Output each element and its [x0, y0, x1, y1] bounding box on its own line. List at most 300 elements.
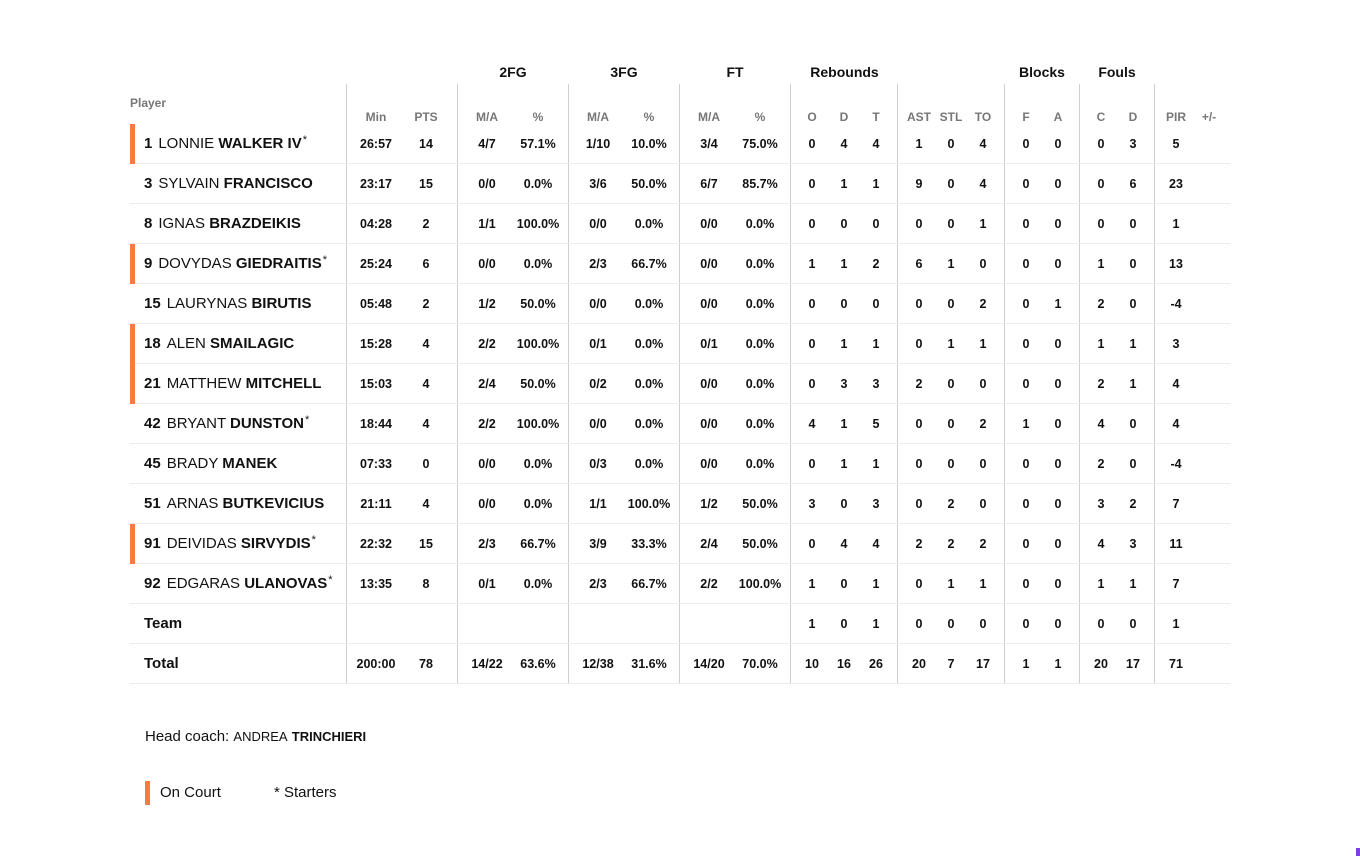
header-pts: PTS	[414, 110, 438, 124]
cell-blk-a: 0	[1054, 137, 1062, 151]
cell-ft-pct: 85.7%	[742, 177, 778, 191]
header-min: Min	[365, 110, 387, 124]
header-foul-d: D	[1128, 110, 1138, 124]
player-number: 1	[144, 135, 153, 152]
cell-reb-o: 0	[808, 337, 816, 351]
cell-blk-a: 0	[1054, 377, 1062, 391]
group-3fg: 3FG	[610, 64, 638, 80]
cell-fg3-ma: 3/9	[589, 537, 607, 551]
cell-stl: 0	[947, 217, 955, 231]
player-name[interactable]	[144, 124, 307, 164]
player-number: 21	[144, 375, 161, 392]
team-row	[130, 604, 1230, 644]
cell-fg2-pct: 0.0%	[523, 457, 553, 471]
cell-blk-f: 0	[1022, 617, 1030, 631]
header-blk-f: F	[1022, 110, 1030, 124]
cell-foul-c: 0	[1097, 617, 1105, 631]
boxscore-table	[130, 124, 1230, 684]
player-name[interactable]	[144, 204, 301, 244]
cell-ft-ma: 0/0	[700, 257, 718, 271]
cell-ast: 0	[915, 457, 923, 471]
cell-pts: 4	[422, 497, 430, 511]
cell-reb-d: 1	[840, 177, 848, 191]
cell-pts: 4	[422, 337, 430, 351]
cell-fg2-ma: 2/3	[478, 537, 496, 551]
cell-reb-d: 4	[840, 537, 848, 551]
cell-pts: 8	[422, 577, 430, 591]
cell-ast: 1	[915, 137, 923, 151]
cell-pir: 4	[1172, 417, 1180, 431]
cell-foul-d: 1	[1129, 337, 1137, 351]
header-stl: STL	[939, 110, 963, 124]
cell-ast: 0	[915, 497, 923, 511]
player-number: 15	[144, 295, 161, 312]
player-first-name: BRYANT	[166, 415, 226, 432]
cell-pts: 4	[422, 417, 430, 431]
cell-pir: 7	[1172, 577, 1180, 591]
cell-blk-a: 0	[1054, 217, 1062, 231]
cell-reb-t: 1	[872, 177, 880, 191]
cell-to: 0	[979, 377, 987, 391]
cell-fg2-pct: 57.1%	[520, 137, 556, 151]
starter-marker: *	[311, 534, 316, 546]
player-name[interactable]	[144, 564, 333, 604]
player-last-name: SMAILAGIC	[210, 335, 295, 352]
cell-reb-o: 1	[808, 617, 816, 631]
cell-blk-a: 0	[1054, 577, 1062, 591]
cell-reb-t: 1	[872, 617, 880, 631]
player-last-name: WALKER IV	[218, 135, 302, 152]
cell-min: 05:48	[360, 297, 392, 311]
cell-blk-f: 0	[1022, 377, 1030, 391]
player-first-name: LAURYNAS	[166, 295, 248, 312]
cell-min: 07:33	[360, 457, 392, 471]
cell-fg2-ma: 2/2	[478, 417, 496, 431]
player-first-name: DEIVIDAS	[166, 535, 237, 552]
player-name[interactable]	[144, 284, 311, 324]
group-rebounds: Rebounds	[810, 64, 879, 80]
player-last-name: SIRVYDIS	[240, 535, 311, 552]
cell-foul-d: 1	[1129, 577, 1137, 591]
cell-fg2-ma: 1/2	[478, 297, 496, 311]
header-reb-t: T	[872, 110, 880, 124]
cell-fg2-pct: 50.0%	[520, 297, 556, 311]
cell-foul-d: 0	[1129, 257, 1137, 271]
header-reb-d: D	[839, 110, 849, 124]
starters-legend-label: * Starters	[274, 784, 337, 801]
cell-reb-d: 1	[840, 337, 848, 351]
player-first-name: MATTHEW	[166, 375, 242, 392]
player-name[interactable]	[144, 364, 321, 404]
cell-to: 1	[979, 337, 987, 351]
player-number: 45	[144, 455, 161, 472]
cell-ft-ma: 0/0	[700, 217, 718, 231]
head-coach-label: Head coach:	[145, 728, 230, 745]
cell-fg2-pct: 0.0%	[523, 497, 553, 511]
head-coach-first-name: ANDREA	[233, 729, 288, 744]
cell-fg3-pct: 33.3%	[631, 537, 667, 551]
player-first-name: ARNAS	[166, 495, 219, 512]
cell-pir: 1	[1172, 217, 1180, 231]
cell-fg3-pct: 0.0%	[634, 297, 664, 311]
cell-reb-o: 0	[808, 297, 816, 311]
cell-reb-o: 1	[808, 257, 816, 271]
player-row	[130, 244, 1230, 284]
cell-to: 2	[979, 537, 987, 551]
cell-fg3-pct: 0.0%	[634, 457, 664, 471]
cell-fg3-pct: 0.0%	[634, 377, 664, 391]
cell-blk-f: 0	[1022, 537, 1030, 551]
cell-ft-pct: 70.0%	[742, 657, 778, 671]
cell-blk-a: 0	[1054, 257, 1062, 271]
cell-fg2-ma: 14/22	[471, 657, 503, 671]
cell-pir: 3	[1172, 337, 1180, 351]
player-last-name: GIEDRAITIS	[235, 255, 322, 272]
cell-pir: 71	[1169, 657, 1183, 671]
starter-marker: *	[302, 134, 307, 146]
cell-stl: 0	[947, 137, 955, 151]
total-row-label: Total	[144, 655, 179, 672]
cell-ft-pct: 0.0%	[745, 217, 775, 231]
cell-foul-d: 0	[1129, 457, 1137, 471]
player-row	[130, 484, 1230, 524]
cell-blk-a: 1	[1054, 657, 1062, 671]
player-name[interactable]	[144, 404, 309, 444]
cell-pts: 2	[422, 297, 430, 311]
cell-stl: 1	[947, 577, 955, 591]
cell-ast: 0	[915, 297, 923, 311]
cell-min: 25:24	[360, 257, 392, 271]
cell-fg2-pct: 0.0%	[523, 177, 553, 191]
cell-to: 4	[979, 137, 987, 151]
cell-pir: 11	[1169, 537, 1183, 551]
cell-min: 13:35	[360, 577, 392, 591]
cell-ft-pct: 0.0%	[745, 417, 775, 431]
cell-fg3-ma: 0/0	[589, 417, 607, 431]
cell-fg2-pct: 63.6%	[520, 657, 556, 671]
cell-blk-a: 0	[1054, 337, 1062, 351]
player-first-name: SYLVAIN	[158, 175, 220, 192]
cell-foul-d: 0	[1129, 417, 1137, 431]
cell-min: 04:28	[360, 217, 392, 231]
cell-reb-d: 0	[840, 617, 848, 631]
cell-reb-t: 0	[872, 297, 880, 311]
cell-blk-a: 1	[1054, 297, 1062, 311]
player-name[interactable]	[144, 444, 277, 484]
player-name[interactable]	[144, 164, 313, 204]
cell-foul-d: 3	[1129, 537, 1137, 551]
cell-foul-d: 1	[1129, 377, 1137, 391]
cell-fg3-pct: 10.0%	[631, 137, 667, 151]
cell-pir: -4	[1170, 457, 1182, 471]
cell-stl: 0	[947, 457, 955, 471]
cell-foul-c: 2	[1097, 377, 1105, 391]
player-number: 42	[144, 415, 161, 432]
player-number: 92	[144, 575, 161, 592]
cell-blk-a: 0	[1054, 417, 1062, 431]
cell-ft-ma: 6/7	[700, 177, 718, 191]
cell-blk-f: 1	[1022, 417, 1030, 431]
cell-blk-f: 0	[1022, 577, 1030, 591]
player-number: 51	[144, 495, 161, 512]
cell-foul-c: 3	[1097, 497, 1105, 511]
player-number: 3	[144, 175, 153, 192]
cell-to: 0	[979, 497, 987, 511]
head-coach	[145, 728, 366, 745]
cell-ast: 2	[915, 537, 923, 551]
cell-foul-d: 2	[1129, 497, 1137, 511]
cell-fg2-ma: 0/0	[478, 497, 496, 511]
cell-fg2-ma: 2/2	[478, 337, 496, 351]
cell-fg3-pct: 50.0%	[631, 177, 667, 191]
cell-fg3-pct: 31.6%	[631, 657, 667, 671]
cell-foul-c: 2	[1097, 457, 1105, 471]
cell-reb-t: 5	[872, 417, 880, 431]
cell-stl: 7	[947, 657, 955, 671]
player-last-name: MANEK	[222, 455, 278, 472]
header-reb-o: O	[807, 110, 817, 124]
cell-stl: 0	[947, 617, 955, 631]
cell-fg3-ma: 3/6	[589, 177, 607, 191]
cell-ast: 9	[915, 177, 923, 191]
cell-fg2-pct: 100.0%	[516, 417, 560, 431]
cell-foul-c: 0	[1097, 137, 1105, 151]
player-last-name: BRAZDEIKIS	[209, 215, 301, 232]
player-first-name: BRADY	[166, 455, 219, 472]
cell-reb-o: 0	[808, 137, 816, 151]
cell-fg3-pct: 0.0%	[634, 417, 664, 431]
header-plus-minus: +/-	[1201, 110, 1217, 124]
cell-fg3-ma: 12/38	[582, 657, 614, 671]
cell-fg2-ma: 0/1	[478, 577, 496, 591]
cell-min: 23:17	[360, 177, 392, 191]
cell-ast: 6	[915, 257, 923, 271]
player-last-name: FRANCISCO	[223, 175, 313, 192]
cell-foul-c: 1	[1097, 337, 1105, 351]
cell-reb-o: 0	[808, 457, 816, 471]
cell-stl: 0	[947, 177, 955, 191]
cell-fg2-pct: 100.0%	[516, 337, 560, 351]
cell-ft-pct: 0.0%	[745, 257, 775, 271]
cell-ft-pct: 0.0%	[745, 377, 775, 391]
cell-pir: 5	[1172, 137, 1180, 151]
cell-reb-d: 0	[840, 217, 848, 231]
player-row	[130, 324, 1230, 364]
cell-reb-t: 1	[872, 457, 880, 471]
cell-pts: 15	[419, 537, 433, 551]
header-3fg-pct: %	[643, 110, 655, 124]
cell-fg2-pct: 100.0%	[516, 217, 560, 231]
cell-reb-t: 26	[869, 657, 883, 671]
cell-foul-c: 0	[1097, 177, 1105, 191]
cell-fg3-ma: 0/3	[589, 457, 607, 471]
cell-reb-d: 0	[840, 577, 848, 591]
cell-reb-t: 1	[872, 577, 880, 591]
cell-ft-pct: 0.0%	[745, 297, 775, 311]
cell-to: 2	[979, 417, 987, 431]
cell-blk-a: 0	[1054, 537, 1062, 551]
group-blocks: Blocks	[1019, 64, 1065, 80]
cell-reb-o: 0	[808, 217, 816, 231]
player-first-name: DOVYDAS	[158, 255, 232, 272]
cell-ast: 0	[915, 217, 923, 231]
header-to: TO	[974, 110, 992, 124]
starter-marker: *	[322, 254, 327, 266]
cell-pir: 7	[1172, 497, 1180, 511]
cell-foul-c: 1	[1097, 577, 1105, 591]
player-name[interactable]	[144, 524, 316, 564]
cell-ft-pct: 0.0%	[745, 457, 775, 471]
cell-foul-d: 0	[1129, 217, 1137, 231]
cell-reb-t: 2	[872, 257, 880, 271]
cell-fg2-ma: 0/0	[478, 257, 496, 271]
cell-fg3-pct: 0.0%	[634, 337, 664, 351]
total-row	[130, 644, 1230, 684]
cell-pts: 15	[419, 177, 433, 191]
player-last-name: DUNSTON	[230, 415, 304, 432]
cell-foul-c: 0	[1097, 217, 1105, 231]
cell-fg2-ma: 1/1	[478, 217, 496, 231]
cell-reb-t: 4	[872, 537, 880, 551]
cell-ast: 0	[915, 617, 923, 631]
cell-reb-t: 1	[872, 337, 880, 351]
cell-to: 0	[979, 257, 987, 271]
corner-accent	[1356, 848, 1360, 856]
cell-reb-o: 0	[808, 177, 816, 191]
cell-to: 4	[979, 177, 987, 191]
on-court-legend-swatch	[145, 781, 150, 805]
cell-fg3-ma: 2/3	[589, 577, 607, 591]
cell-ft-ma: 0/0	[700, 377, 718, 391]
cell-stl: 1	[947, 257, 955, 271]
cell-min: 200:00	[356, 657, 396, 671]
cell-fg3-pct: 100.0%	[627, 497, 671, 511]
cell-reb-t: 4	[872, 137, 880, 151]
cell-pts: 0	[422, 457, 430, 471]
cell-foul-c: 1	[1097, 257, 1105, 271]
cell-ft-ma: 0/1	[700, 337, 718, 351]
cell-min: 22:32	[360, 537, 392, 551]
player-name[interactable]	[144, 244, 327, 284]
cell-blk-f: 0	[1022, 297, 1030, 311]
player-first-name: EDGARAS	[166, 575, 241, 592]
cell-blk-a: 0	[1054, 617, 1062, 631]
on-court-indicator	[130, 364, 135, 404]
player-number: 8	[144, 215, 153, 232]
header-ast: AST	[907, 110, 931, 124]
cell-ast: 0	[915, 417, 923, 431]
cell-reb-d: 1	[840, 257, 848, 271]
cell-blk-f: 1	[1022, 657, 1030, 671]
cell-pts: 4	[422, 377, 430, 391]
cell-fg3-pct: 66.7%	[631, 257, 667, 271]
player-first-name: IGNAS	[158, 215, 206, 232]
header-pir: PIR	[1165, 110, 1186, 124]
cell-blk-f: 0	[1022, 337, 1030, 351]
cell-ft-ma: 3/4	[700, 137, 718, 151]
cell-fg3-pct: 66.7%	[631, 577, 667, 591]
on-court-indicator	[130, 324, 135, 364]
cell-stl: 2	[947, 537, 955, 551]
cell-ft-pct: 100.0%	[738, 577, 782, 591]
cell-ft-pct: 75.0%	[742, 137, 778, 151]
cell-blk-a: 0	[1054, 177, 1062, 191]
team-row-label: Team	[144, 615, 183, 632]
group-ft: FT	[726, 64, 744, 80]
cell-to: 17	[976, 657, 990, 671]
cell-blk-f: 0	[1022, 137, 1030, 151]
header-ft-pct: %	[754, 110, 766, 124]
cell-fg2-pct: 66.7%	[520, 537, 556, 551]
cell-fg3-ma: 2/3	[589, 257, 607, 271]
cell-reb-d: 0	[840, 297, 848, 311]
cell-foul-d: 3	[1129, 137, 1137, 151]
cell-blk-f: 0	[1022, 457, 1030, 471]
cell-blk-f: 0	[1022, 257, 1030, 271]
cell-ft-pct: 0.0%	[745, 337, 775, 351]
player-name[interactable]	[144, 324, 294, 364]
cell-stl: 0	[947, 417, 955, 431]
cell-pir: 1	[1172, 617, 1180, 631]
player-row	[130, 524, 1230, 564]
cell-reb-o: 10	[805, 657, 819, 671]
cell-fg3-ma: 0/0	[589, 297, 607, 311]
cell-min: 18:44	[360, 417, 392, 431]
cell-blk-a: 0	[1054, 457, 1062, 471]
player-row	[130, 364, 1230, 404]
cell-foul-d: 6	[1129, 177, 1137, 191]
cell-reb-d: 1	[840, 417, 848, 431]
cell-fg2-ma: 2/4	[478, 377, 496, 391]
cell-reb-o: 0	[808, 377, 816, 391]
cell-reb-t: 3	[872, 497, 880, 511]
cell-fg2-ma: 0/0	[478, 457, 496, 471]
on-court-legend-label: On Court	[160, 784, 221, 801]
header-ft-ma: M/A	[698, 110, 720, 124]
cell-ast: 0	[915, 577, 923, 591]
cell-ft-ma: 0/0	[700, 457, 718, 471]
cell-stl: 0	[947, 377, 955, 391]
cell-fg3-ma: 0/0	[589, 217, 607, 231]
cell-reb-d: 4	[840, 137, 848, 151]
cell-fg3-ma: 1/1	[589, 497, 607, 511]
cell-min: 26:57	[360, 137, 392, 151]
cell-reb-d: 3	[840, 377, 848, 391]
cell-foul-c: 4	[1097, 537, 1105, 551]
cell-ast: 2	[915, 377, 923, 391]
cell-foul-d: 0	[1129, 617, 1137, 631]
cell-reb-d: 1	[840, 457, 848, 471]
cell-fg3-ma: 0/2	[589, 377, 607, 391]
player-name[interactable]	[144, 484, 324, 524]
cell-ft-pct: 50.0%	[742, 537, 778, 551]
cell-fg2-ma: 0/0	[478, 177, 496, 191]
cell-fg3-ma: 1/10	[585, 137, 611, 151]
cell-ft-ma: 0/0	[700, 417, 718, 431]
cell-ft-pct: 50.0%	[742, 497, 778, 511]
cell-reb-d: 16	[837, 657, 851, 671]
cell-ft-ma: 1/2	[700, 497, 718, 511]
cell-to: 1	[979, 577, 987, 591]
player-column-header: Player	[130, 96, 167, 110]
starter-marker: *	[328, 574, 333, 586]
cell-ft-ma: 0/0	[700, 297, 718, 311]
cell-ft-ma: 2/2	[700, 577, 718, 591]
cell-fg3-pct: 0.0%	[634, 217, 664, 231]
on-court-indicator	[130, 524, 135, 564]
player-last-name: ULANOVAS	[244, 575, 328, 592]
cell-foul-c: 20	[1094, 657, 1108, 671]
